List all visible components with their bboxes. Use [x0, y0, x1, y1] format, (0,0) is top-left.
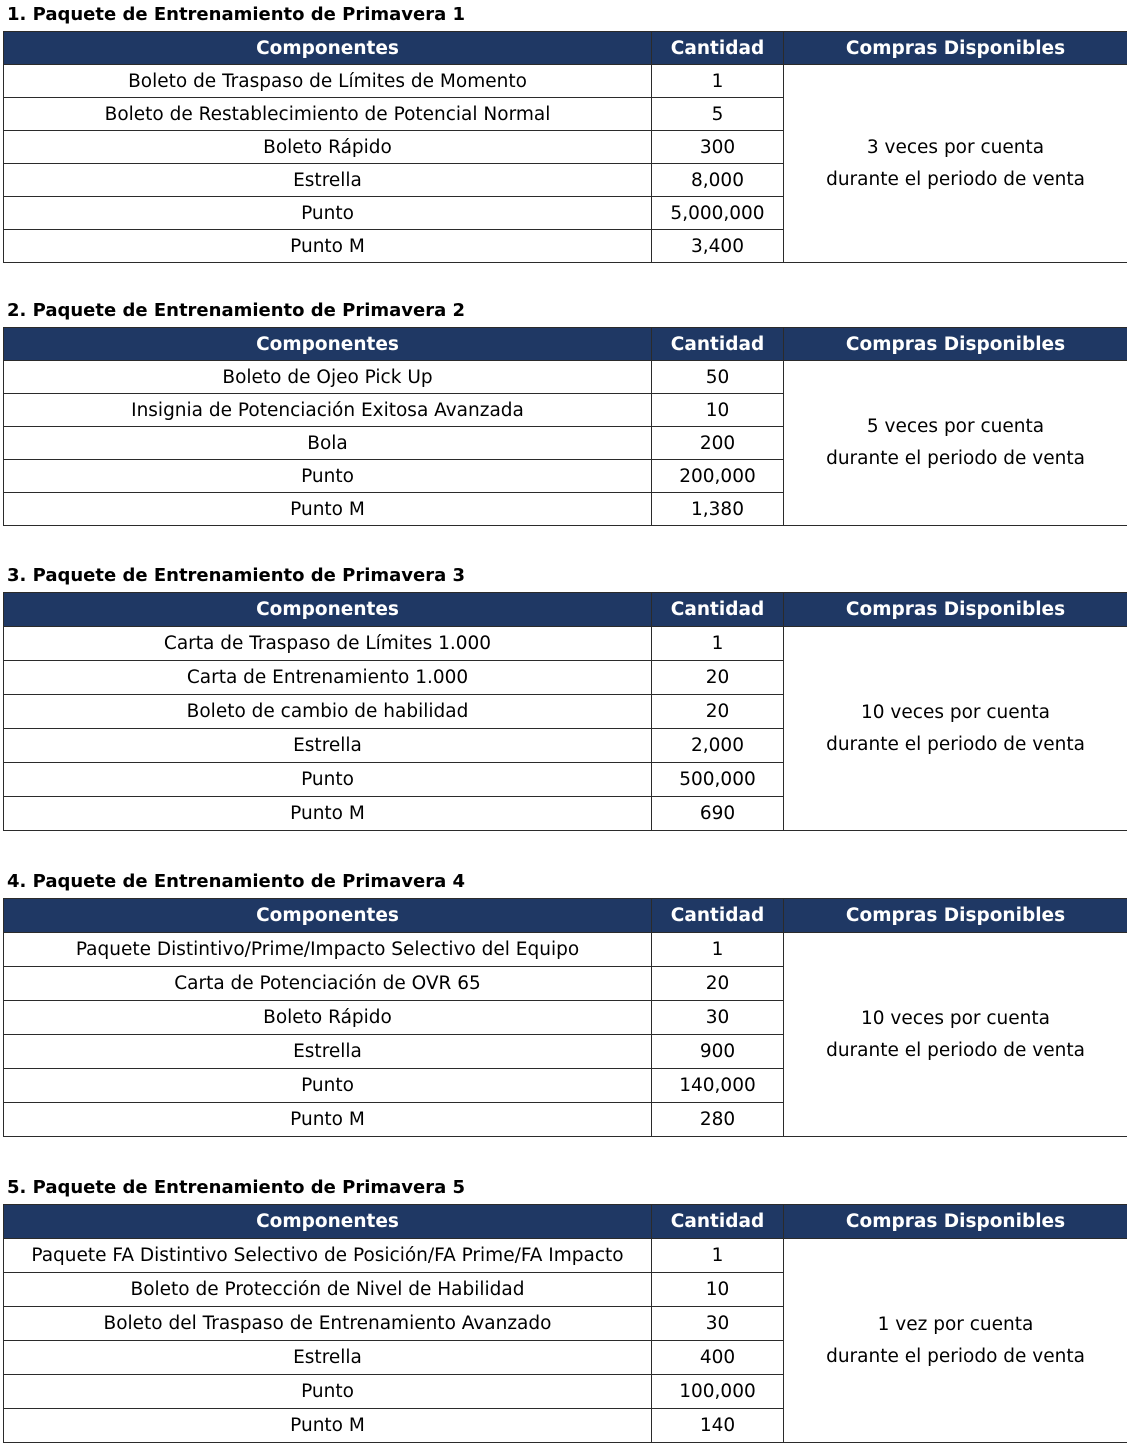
purchases-available-cell: [784, 627, 1127, 831]
quantity-cell: 200: [652, 427, 784, 460]
quantity-cell: 1: [652, 933, 784, 967]
header-purchases-available: Compras Disponibles: [784, 593, 1127, 627]
table-header-row: [4, 593, 1127, 627]
component-cell: Boleto Rápido: [4, 1001, 652, 1035]
component-cell: Boleto de Traspaso de Límites de Momento: [4, 65, 652, 98]
component-cell: Boleto de Protección de Nivel de Habilidad: [4, 1273, 652, 1307]
component-cell: Estrella: [4, 729, 652, 763]
quantity-cell: 2,000: [652, 729, 784, 763]
component-cell: Estrella: [4, 1341, 652, 1375]
quantity-cell: 690: [652, 797, 784, 831]
purchases-available-cell: [784, 361, 1127, 526]
component-cell: Boleto de cambio de habilidad: [4, 695, 652, 729]
table-header-row: [4, 32, 1127, 65]
component-cell: Carta de Potenciación de OVR 65: [4, 967, 652, 1001]
component-cell: Paquete FA Distintivo Selectivo de Posición/FA Prime/FA Impacto: [4, 1239, 652, 1273]
component-cell: Punto: [4, 1375, 652, 1409]
availability-line: 10 veces por cuenta: [861, 1007, 1050, 1029]
quantity-cell: 400: [652, 1341, 784, 1375]
quantity-cell: 140,000: [652, 1069, 784, 1103]
quantity-cell: 500,000: [652, 763, 784, 797]
component-cell: Punto M: [4, 230, 652, 263]
component-cell: Boleto de Restablecimiento de Potencial Normal: [4, 98, 652, 131]
component-cell: Punto M: [4, 1409, 652, 1443]
quantity-cell: 8,000: [652, 164, 784, 197]
quantity-cell: 30: [652, 1307, 784, 1341]
availability-line: 10 veces por cuenta: [861, 701, 1050, 723]
availability-line: 5 veces por cuenta: [866, 416, 1045, 437]
header-components: Componentes: [4, 593, 652, 627]
availability-line: 3 veces por cuenta: [866, 136, 1045, 158]
quantity-cell: 200,000: [652, 460, 784, 493]
component-cell: Bola: [4, 427, 652, 460]
availability-line: durante el periodo de venta: [826, 733, 1085, 755]
package-table: [3, 592, 1127, 831]
component-cell: Boleto Rápido: [4, 131, 652, 164]
quantity-cell: 1: [652, 627, 784, 661]
header-quantity: Cantidad: [652, 1205, 784, 1239]
component-cell: Carta de Traspaso de Límites 1.000: [4, 627, 652, 661]
quantity-cell: 100,000: [652, 1375, 784, 1409]
component-cell: Punto M: [4, 493, 652, 526]
component-cell: Punto M: [4, 1103, 652, 1137]
quantity-cell: 300: [652, 131, 784, 164]
component-cell: Boleto del Traspaso de Entrenamiento Avanzado: [4, 1307, 652, 1341]
component-cell: Paquete Distintivo/Prime/Impacto Selectivo del Equipo: [4, 933, 652, 967]
quantity-cell: 5,000,000: [652, 197, 784, 230]
component-cell: Punto: [4, 197, 652, 230]
quantity-cell: 5: [652, 98, 784, 131]
table-header-row: [4, 899, 1127, 933]
quantity-cell: 20: [652, 695, 784, 729]
component-cell: Carta de Entrenamiento 1.000: [4, 661, 652, 695]
section-title: 1. Paquete de Entrenamiento de Primavera 1: [7, 4, 466, 25]
package-table: [3, 898, 1127, 1137]
quantity-cell: 140: [652, 1409, 784, 1443]
component-cell: Punto: [4, 1069, 652, 1103]
quantity-cell: 900: [652, 1035, 784, 1069]
header-quantity: Cantidad: [652, 593, 784, 627]
package-table: [3, 1204, 1127, 1443]
quantity-cell: 1: [652, 1239, 784, 1273]
availability-line: durante el periodo de venta: [826, 1345, 1085, 1367]
component-cell: Estrella: [4, 164, 652, 197]
table-row: [4, 1239, 1127, 1273]
purchases-available-cell: [784, 933, 1127, 1137]
header-quantity: Cantidad: [652, 328, 784, 361]
package-table: [3, 327, 1127, 526]
section-title: 2. Paquete de Entrenamiento de Primavera 2: [7, 300, 466, 321]
section-title: 5. Paquete de Entrenamiento de Primavera 5: [7, 1177, 466, 1198]
quantity-cell: 280: [652, 1103, 784, 1137]
component-cell: Insignia de Potenciación Exitosa Avanzada: [4, 394, 652, 427]
header-purchases-available: Compras Disponibles: [784, 899, 1127, 933]
table-row: [4, 933, 1127, 967]
component-cell: Punto: [4, 763, 652, 797]
component-cell: Estrella: [4, 1035, 652, 1069]
header-components: Componentes: [4, 899, 652, 933]
section-title: 3. Paquete de Entrenamiento de Primavera 3: [7, 565, 466, 586]
quantity-cell: 30: [652, 1001, 784, 1035]
availability-line: durante el periodo de venta: [826, 168, 1085, 190]
quantity-cell: 3,400: [652, 230, 784, 263]
table-row: [4, 627, 1127, 661]
header-components: Componentes: [4, 328, 652, 361]
quantity-cell: 20: [652, 661, 784, 695]
table-header-row: [4, 328, 1127, 361]
quantity-cell: 10: [652, 394, 784, 427]
availability-line: durante el periodo de venta: [826, 1039, 1085, 1061]
package-table: [3, 31, 1127, 263]
header-purchases-available: Compras Disponibles: [784, 328, 1127, 361]
header-components: Componentes: [4, 32, 652, 65]
table-row: [4, 65, 1127, 98]
header-components: Componentes: [4, 1205, 652, 1239]
quantity-cell: 1: [652, 65, 784, 98]
component-cell: Boleto de Ojeo Pick Up: [4, 361, 652, 394]
quantity-cell: 50: [652, 361, 784, 394]
component-cell: Punto: [4, 460, 652, 493]
purchases-available-cell: [784, 1239, 1127, 1443]
section-title: 4. Paquete de Entrenamiento de Primavera 4: [7, 871, 466, 892]
header-purchases-available: Compras Disponibles: [784, 1205, 1127, 1239]
header-quantity: Cantidad: [652, 899, 784, 933]
availability-line: durante el periodo de venta: [826, 448, 1085, 469]
availability-line: 1 vez por cuenta: [877, 1313, 1034, 1335]
component-cell: Punto M: [4, 797, 652, 831]
table-row: [4, 361, 1127, 394]
purchases-available-cell: [784, 65, 1127, 263]
quantity-cell: 10: [652, 1273, 784, 1307]
header-quantity: Cantidad: [652, 32, 784, 65]
header-purchases-available: Compras Disponibles: [784, 32, 1127, 65]
table-header-row: [4, 1205, 1127, 1239]
quantity-cell: 1,380: [652, 493, 784, 526]
quantity-cell: 20: [652, 967, 784, 1001]
